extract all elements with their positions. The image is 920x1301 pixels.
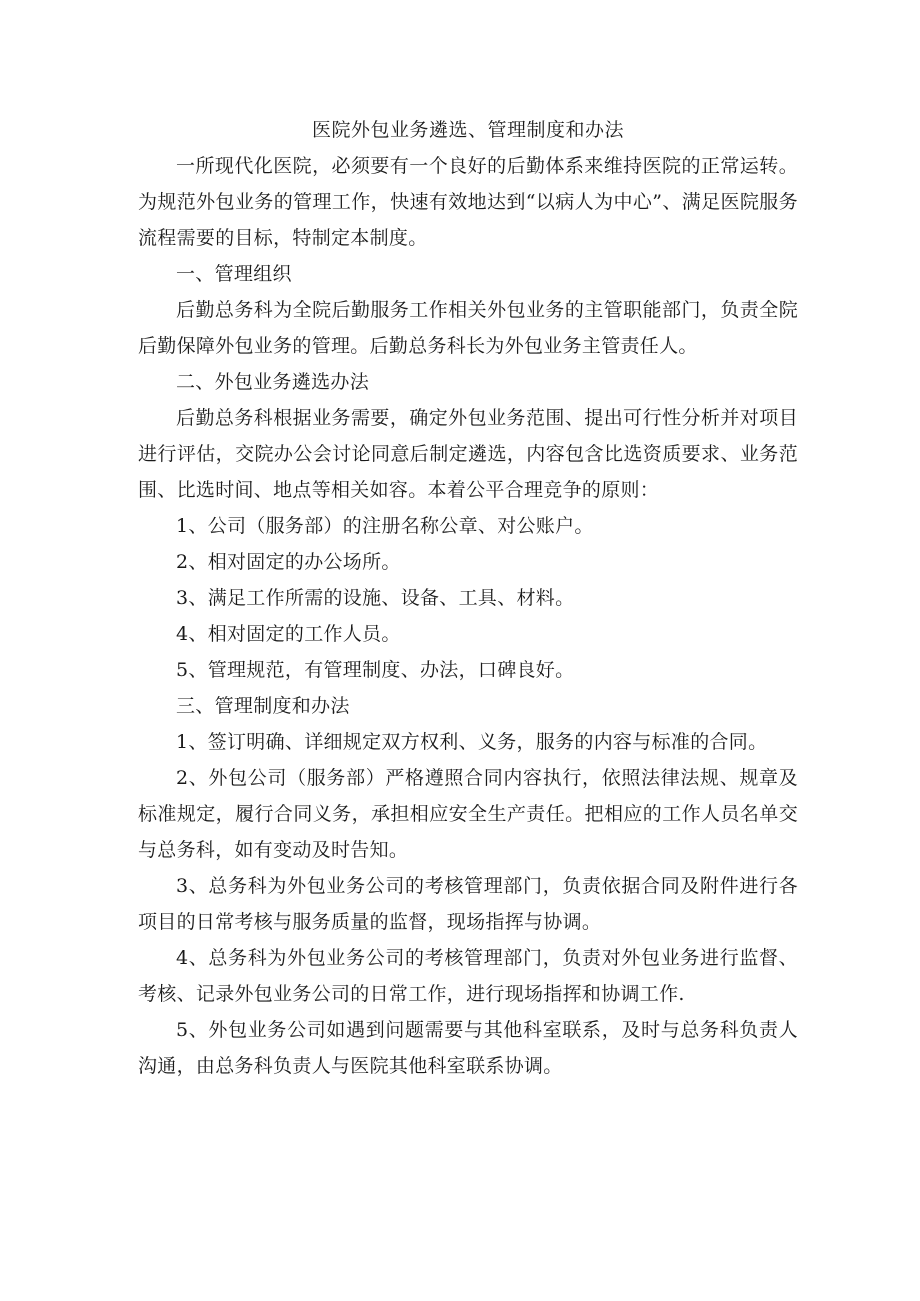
- document-page: [138, 112, 798, 1084]
- section-2-item-3: 3、满足工作所需的设施、设备、工具、材料。: [176, 587, 575, 609]
- section-2-item-2: 2、相对固定的办公场所。: [176, 551, 401, 573]
- section-3-item-3: 3、总务科为外包业务公司的考核管理部门，负责依据合同及附件进行各项目的日常考核与服务质量的监督，现场指挥与协调。: [138, 875, 798, 933]
- section-3-item-2: 2、外包公司（服务部）严格遵照合同内容执行，依照法律法规、规章及标准规定，履行合同义务，承担相应安全生产责任。把相应的工作人员名单交与总务科，如有变动及时告知。: [138, 767, 798, 861]
- intro-paragraph: 一所现代化医院，必须要有一个良好的后勤体系来维持医院的正常运转。为规范外包业务的管理工作，快速有效地达到“以病人为中心”、满足医院服务流程需要的目标，特制定本制度。: [138, 155, 798, 249]
- section-3-item-5: 5、外包业务公司如遇到问题需要与其他科室联系，及时与总务科负责人沟通，由总务科负责人与医院其他科室联系协调。: [138, 1019, 798, 1077]
- section-heading-1: 一、管理组织: [176, 263, 292, 285]
- section-heading-2: 二、外包业务遴选办法: [176, 371, 370, 393]
- section-3-item-1: 1、签订明确、详细规定双方权利、义务，服务的内容与标准的合同。: [176, 731, 768, 753]
- section-2-item-1: 1、公司（服务部）的注册名称公章、对公账户。: [176, 515, 594, 537]
- section-3-item-4: 4、总务科为外包业务公司的考核管理部门，负责对外包业务进行监督、考核、记录外包业务公司的日常工作，进行现场指挥和协调工作.: [138, 947, 798, 1005]
- section-2-paragraph: 后勤总务科根据业务需要，确定外包业务范围、提出可行性分析并对项目进行评估，交院办公会讨论同意后制定遴选，内容包含比选资质要求、业务范围、比选时间、地点等相关如容。本着公平合理竞争的原则：: [138, 407, 798, 501]
- document-title: 医院外包业务遴选、管理制度和办法: [311, 119, 624, 141]
- section-2-item-5: 5、管理规范，有管理制度、办法，口碑良好。: [176, 659, 575, 681]
- section-1-paragraph: 后勤总务科为全院后勤服务工作相关外包业务的主管职能部门，负责全院后勤保障外包业务的管理。后勤总务科长为外包业务主管责任人。: [138, 299, 798, 357]
- section-heading-3: 三、管理制度和办法: [176, 695, 350, 717]
- section-2-item-4: 4、相对固定的工作人员。: [176, 623, 401, 645]
